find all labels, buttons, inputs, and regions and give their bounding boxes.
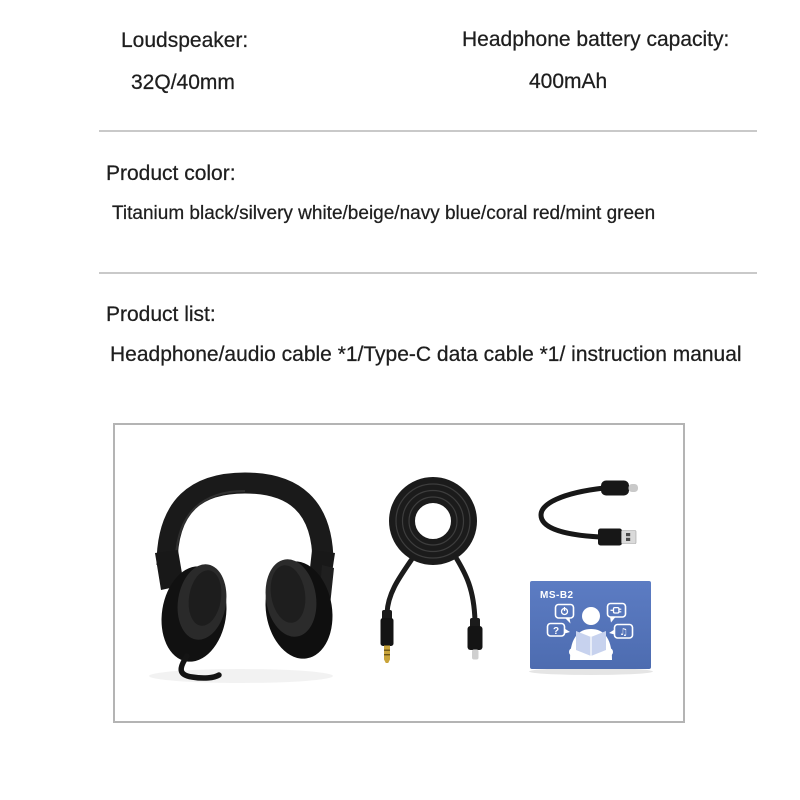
product-color-title: Product color: xyxy=(106,162,236,185)
section-divider xyxy=(99,272,757,274)
usb-cable-image xyxy=(541,481,638,546)
question-icon: ? xyxy=(552,625,560,637)
headphones-shadow xyxy=(149,669,333,683)
music-note-icon: ♫ xyxy=(619,627,628,639)
card-shadow xyxy=(529,668,653,675)
headband xyxy=(167,483,323,565)
product-list-value: Headphone/audio cable *1/Type-C data cable *1/ instruction manual xyxy=(110,343,742,366)
battery-capacity-value: 400mAh xyxy=(529,70,608,93)
jack-3-5mm xyxy=(381,610,394,663)
section-divider xyxy=(99,130,757,132)
loudspeaker-value: 32Q/40mm xyxy=(131,71,235,94)
usb-a-plug xyxy=(598,529,636,546)
product-photo-box xyxy=(113,423,685,723)
headphones-image xyxy=(149,483,339,683)
audio-cable-image xyxy=(381,484,483,663)
manual-card-image xyxy=(529,581,653,675)
product-list-title: Product list: xyxy=(106,303,216,326)
type-c-plug xyxy=(601,481,638,496)
loudspeaker-label: Loudspeaker: xyxy=(121,29,249,52)
manual-model-label: MS-B2 xyxy=(540,590,574,601)
battery-capacity-label: Headphone battery capacity: xyxy=(462,28,730,51)
product-photo xyxy=(115,425,683,721)
product-color-value: Titanium black/silvery white/beige/navy blue/coral red/mint green xyxy=(112,203,656,224)
cable-connector xyxy=(468,618,483,660)
